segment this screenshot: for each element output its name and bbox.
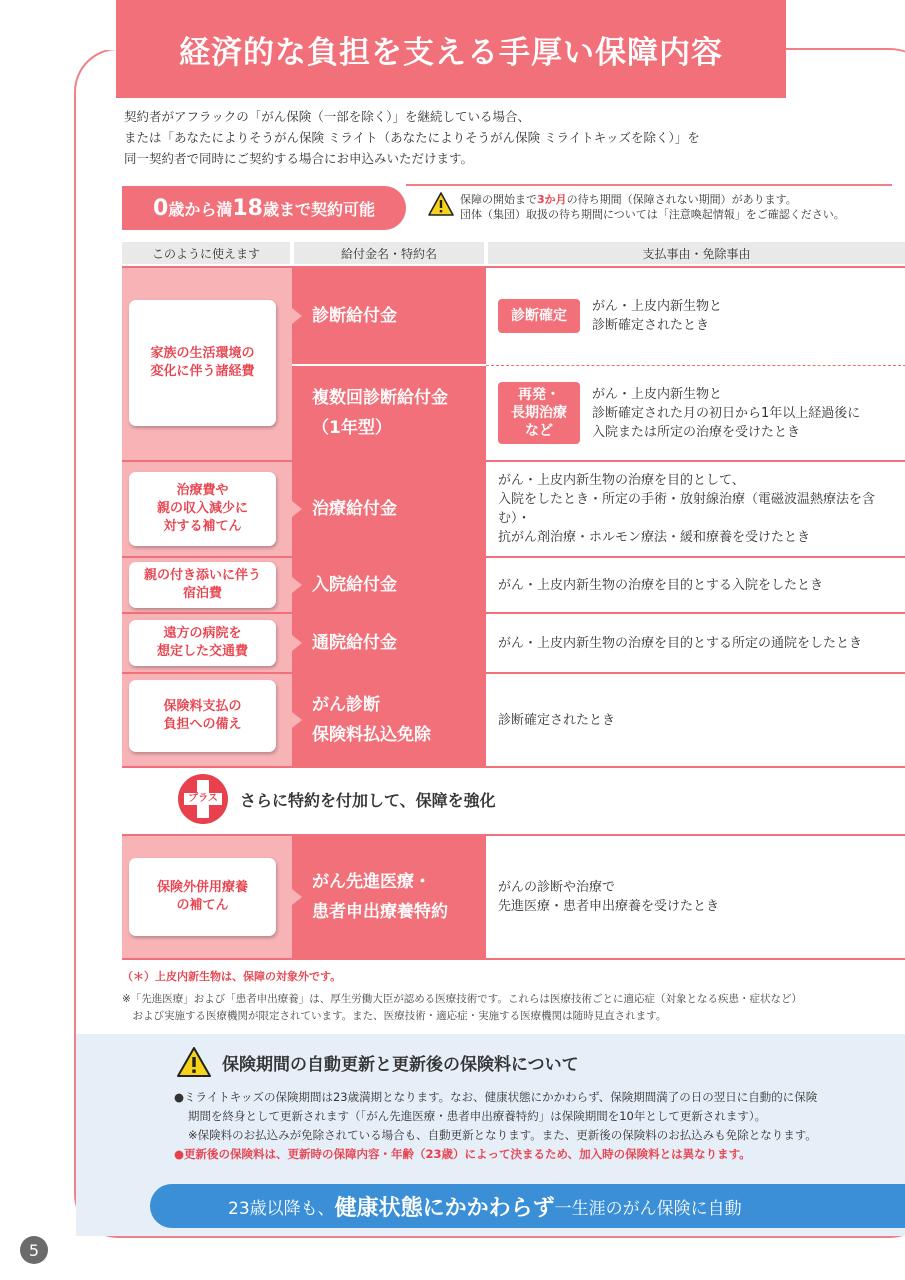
intro-text xyxy=(124,106,864,169)
condition-text: がん・上皮内新生物の治療を目的として、 入院をしたとき・所定の手術・放射線治療（電磁波温熱療法を含む）・ 抗がん剤治療・ホルモン療法・緩和療養を受けたとき xyxy=(498,473,876,545)
waiting-text: 保障の開始まで xyxy=(460,193,537,206)
intro-line: 契約者がアフラックの「がん保険（一部を除く）」を継続している場合、 xyxy=(124,109,531,124)
plus-icon xyxy=(178,774,228,824)
renewal-line: 期間を終身として更新されます（「がん先進医療・患者申出療養特約」は保険期間を10年として更新されます）。 xyxy=(188,1109,767,1123)
banner-text: 一生涯のがん保険に自動 xyxy=(554,1198,742,1219)
renewal-premium-note: ●更新後の保険料は、更新時の保障内容・年齢（23歳）によって決まるため、加入時の保険料とは異なります。 xyxy=(174,1147,751,1161)
condition-rider xyxy=(486,836,905,958)
warning-icon xyxy=(176,1046,212,1078)
age-badge xyxy=(122,186,406,230)
auto-renewal-banner xyxy=(150,1184,905,1228)
benefit-diagnosis: 診断給付金 xyxy=(292,268,486,364)
benefit-treatment: 治療給付金 xyxy=(292,462,486,556)
condition-premium-waiver xyxy=(486,674,905,766)
footnote-advanced-medical xyxy=(122,991,892,1025)
benefit-multiple-diagnosis: 複数回診断給付金 （1年型） xyxy=(292,366,486,460)
category-treatment-costs: 治療費や 親の収入減少に 対する補てん xyxy=(129,472,276,546)
condition-text: 診断確定されたとき xyxy=(498,712,616,728)
waiting-text: の待ち期間（保障されない期間）があります。 xyxy=(566,193,797,206)
header-benefit: 給付金名・特約名 xyxy=(294,242,484,264)
condition-outpatient xyxy=(486,614,905,672)
age-badge-text: 歳まで契約可能 xyxy=(262,199,375,219)
waiting-notice xyxy=(428,192,845,222)
warning-icon xyxy=(428,192,454,216)
page-number: 5 xyxy=(20,1236,48,1264)
condition-text: がんの診断や治療で 先進医療・患者申出療養を受けたとき xyxy=(498,880,720,914)
renewal-line: ●ミライトキッズの保険期間は23歳満期となります。なお、健康状態にかかわらず、保険期間満了の日の翌日に自動的に保険 xyxy=(174,1090,818,1104)
rider-advanced-medical: がん先進医療・ 患者申出療養特約 xyxy=(292,836,486,958)
divider xyxy=(406,184,892,186)
waiting-period: 3か月 xyxy=(537,193,567,206)
age-badge-text: 歳から満 xyxy=(168,199,233,219)
condition-hospitalization xyxy=(486,558,905,612)
header-condition: 支払事由・免除事由 xyxy=(488,242,905,264)
rider-heading-text: さらに特約を付加して、保障を強化 xyxy=(240,790,496,810)
category-transport: 遠方の病院を 想定した交通費 xyxy=(129,620,276,666)
header-usage: このように使えます xyxy=(122,242,290,264)
renewal-body xyxy=(174,1088,894,1164)
age-badge-max: 18 xyxy=(232,195,263,221)
plus-icon-label: プラス xyxy=(188,793,218,804)
renewal-note: ※保険料のお払込みが免除されている場合も、自動更新となります。また、更新後の保険料のお払込みも免除となります。 xyxy=(188,1128,817,1142)
condition-text: がん・上皮内新生物と 診断確定された月の初日から1年以上経過後に 入院または所定の治療を受けたとき xyxy=(592,386,861,440)
waiting-text: 団体（集団）取扱の待ち期間については「注意喚起情報」をご確認ください。 xyxy=(460,208,845,221)
benefit-outpatient: 通院給付金 xyxy=(292,614,486,672)
category-accommodation: 親の付き添いに伴う 宿泊費 xyxy=(129,562,276,608)
footnote-line: ※「先進医療」および「患者申出療養」は、厚生労働大臣が認める医療技術です。これらは医療技術ごとに適応症（対象となる疾患・症状など） xyxy=(122,993,802,1005)
age-badge-min: 0 xyxy=(153,195,169,221)
table-border xyxy=(122,766,905,768)
condition-multiple xyxy=(486,366,905,460)
renewal-heading xyxy=(176,1046,579,1078)
category-uninsured-care: 保険外併用療養 の補てん xyxy=(129,858,276,936)
rider-heading xyxy=(178,774,496,824)
condition-treatment xyxy=(486,462,905,556)
intro-line: または「あなたによりそうがん保険 ミライト（あなたによりそうがん保険 ミライトキッズを除く）」を xyxy=(124,130,700,145)
benefit-hospitalization: 入院給付金 xyxy=(292,558,486,612)
condition-text: がん・上皮内新生物の治療を目的とする入院をしたとき xyxy=(498,577,824,593)
table-border xyxy=(122,958,905,960)
banner-emphasis: 健康状態にかかわらず xyxy=(334,1195,555,1221)
tag-recurrence: 再発・ 長期治療 など xyxy=(498,382,580,444)
page-title: 経済的な負担を支える手厚い保障内容 xyxy=(116,0,786,98)
category-premium: 保険料支払の 負担への備え xyxy=(129,680,276,752)
benefit-premium-waiver: がん診断 保険料払込免除 xyxy=(292,674,486,766)
tag-diagnosis: 診断確定 xyxy=(498,299,580,333)
intro-line: 同一契約者で同時にご契約する場合にお申込みいただけます。 xyxy=(124,151,474,166)
footnote-carcinoma: （＊）上皮内新生物は、保障の対象外です。 xyxy=(122,970,342,983)
category-family-expenses: 家族の生活環境の 変化に伴う諸経費 xyxy=(129,300,276,426)
condition-text: がん・上皮内新生物と 診断確定されたとき xyxy=(592,299,723,333)
condition-diagnosis xyxy=(486,268,905,364)
footnote-line: および実施する医療機関が限定されています。また、医療技術・適応症・実施する医療機関は随時見直されます。 xyxy=(122,1010,667,1022)
condition-text: がん・上皮内新生物の治療を目的とする所定の通院をしたとき xyxy=(498,635,863,651)
banner-text: 23歳以降も、 xyxy=(228,1198,335,1219)
renewal-title: 保険期間の自動更新と更新後の保険料について xyxy=(222,1054,579,1075)
